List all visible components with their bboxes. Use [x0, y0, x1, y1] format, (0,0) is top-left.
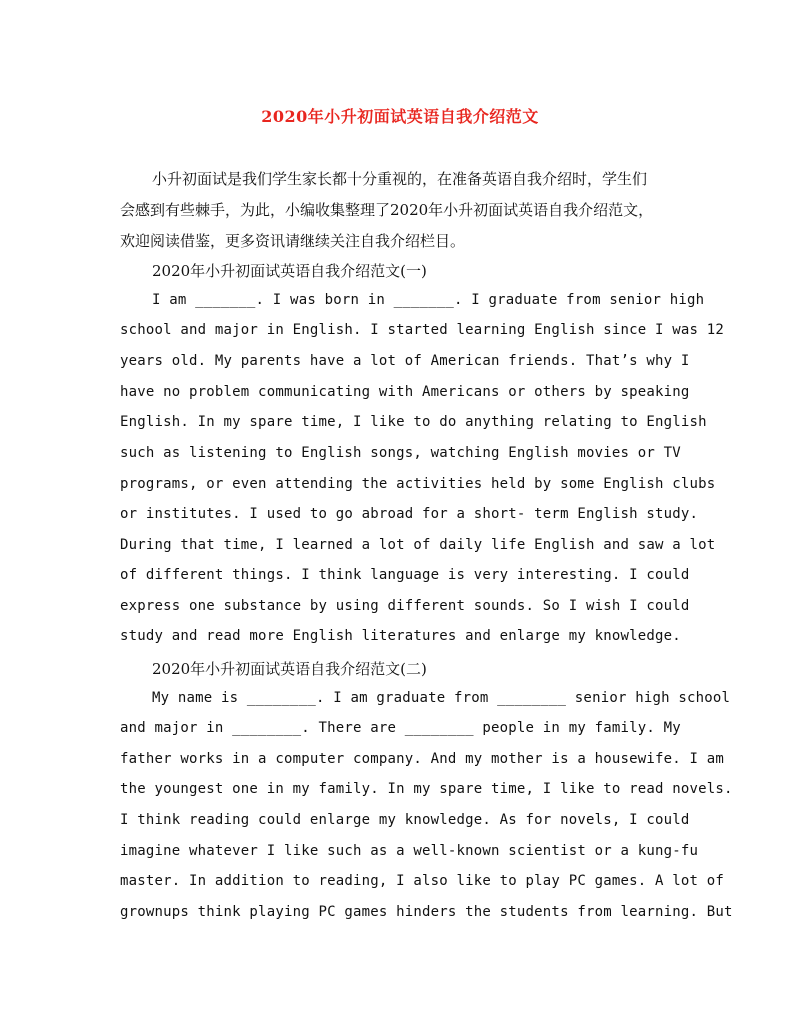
section2-line-5: I think reading could enlarge my knowledge. As for novels, I could [120, 812, 690, 828]
section1-line-7: programs, or even attending the activities held by some English clubs [120, 476, 716, 492]
section2-line-2: and major in ________. There are ________ people in my family. My [120, 720, 681, 736]
section1-line-12: study and read more English literatures and enlarge my knowledge. [120, 628, 681, 644]
section2-heading: 2020年小升初面试英语自我介绍范文(二) [152, 660, 427, 678]
page-title: 2020年小升初面试英语自我介绍范文 [261, 107, 539, 126]
intro-line-1: 小升初面试是我们学生家长都十分重视的，在准备英语自我介绍时，学生们 [152, 170, 648, 188]
section1-line-10: of different things. I think language is very interesting. I could [120, 567, 690, 583]
section2-line-6: imagine whatever I like such as a well-known scientist or a kung-fu [120, 843, 699, 859]
section1-line-8: or institutes. I used to go abroad for a short- term English study. [120, 506, 699, 522]
section2-line-4: the youngest one in my family. In my spare time, I like to read novels. [120, 781, 733, 797]
section1-line-9: During that time, I learned a lot of daily life English and saw a lot [120, 537, 716, 553]
section1-line-1: I am _______. I was born in _______. I graduate from senior high [152, 292, 705, 308]
section1-line-2: school and major in English. I started learning English since I was 12 [120, 322, 725, 338]
intro-line-3: 欢迎阅读借鉴，更多资讯请继续关注自我介绍栏目。 [120, 232, 466, 250]
section2-line-1: My name is ________. I am graduate from ________ senior high school [152, 690, 731, 706]
section2-line-8: grownups think playing PC games hinders the students from learning. But [120, 904, 733, 920]
section1-line-6: such as listening to English songs, watching English movies or TV [120, 445, 681, 461]
section1-line-3: years old. My parents have a lot of American friends. That’s why I [120, 353, 690, 369]
intro-line-2: 会感到有些棘手，为此，小编收集整理了2020年小升初面试英语自我介绍范文， [120, 201, 654, 219]
section1-heading: 2020年小升初面试英语自我介绍范文(一) [152, 262, 427, 280]
section1-line-11: express one substance by using different sounds. So I wish I could [120, 598, 690, 614]
section2-line-3: father works in a computer company. And my mother is a housewife. I am [120, 751, 725, 767]
section2-line-7: master. In addition to reading, I also like to play PC games. A lot of [120, 873, 725, 889]
section1-line-4: have no problem communicating with Americans or others by speaking [120, 384, 690, 400]
section1-line-5: English. In my spare time, I like to do anything relating to English [120, 414, 707, 430]
